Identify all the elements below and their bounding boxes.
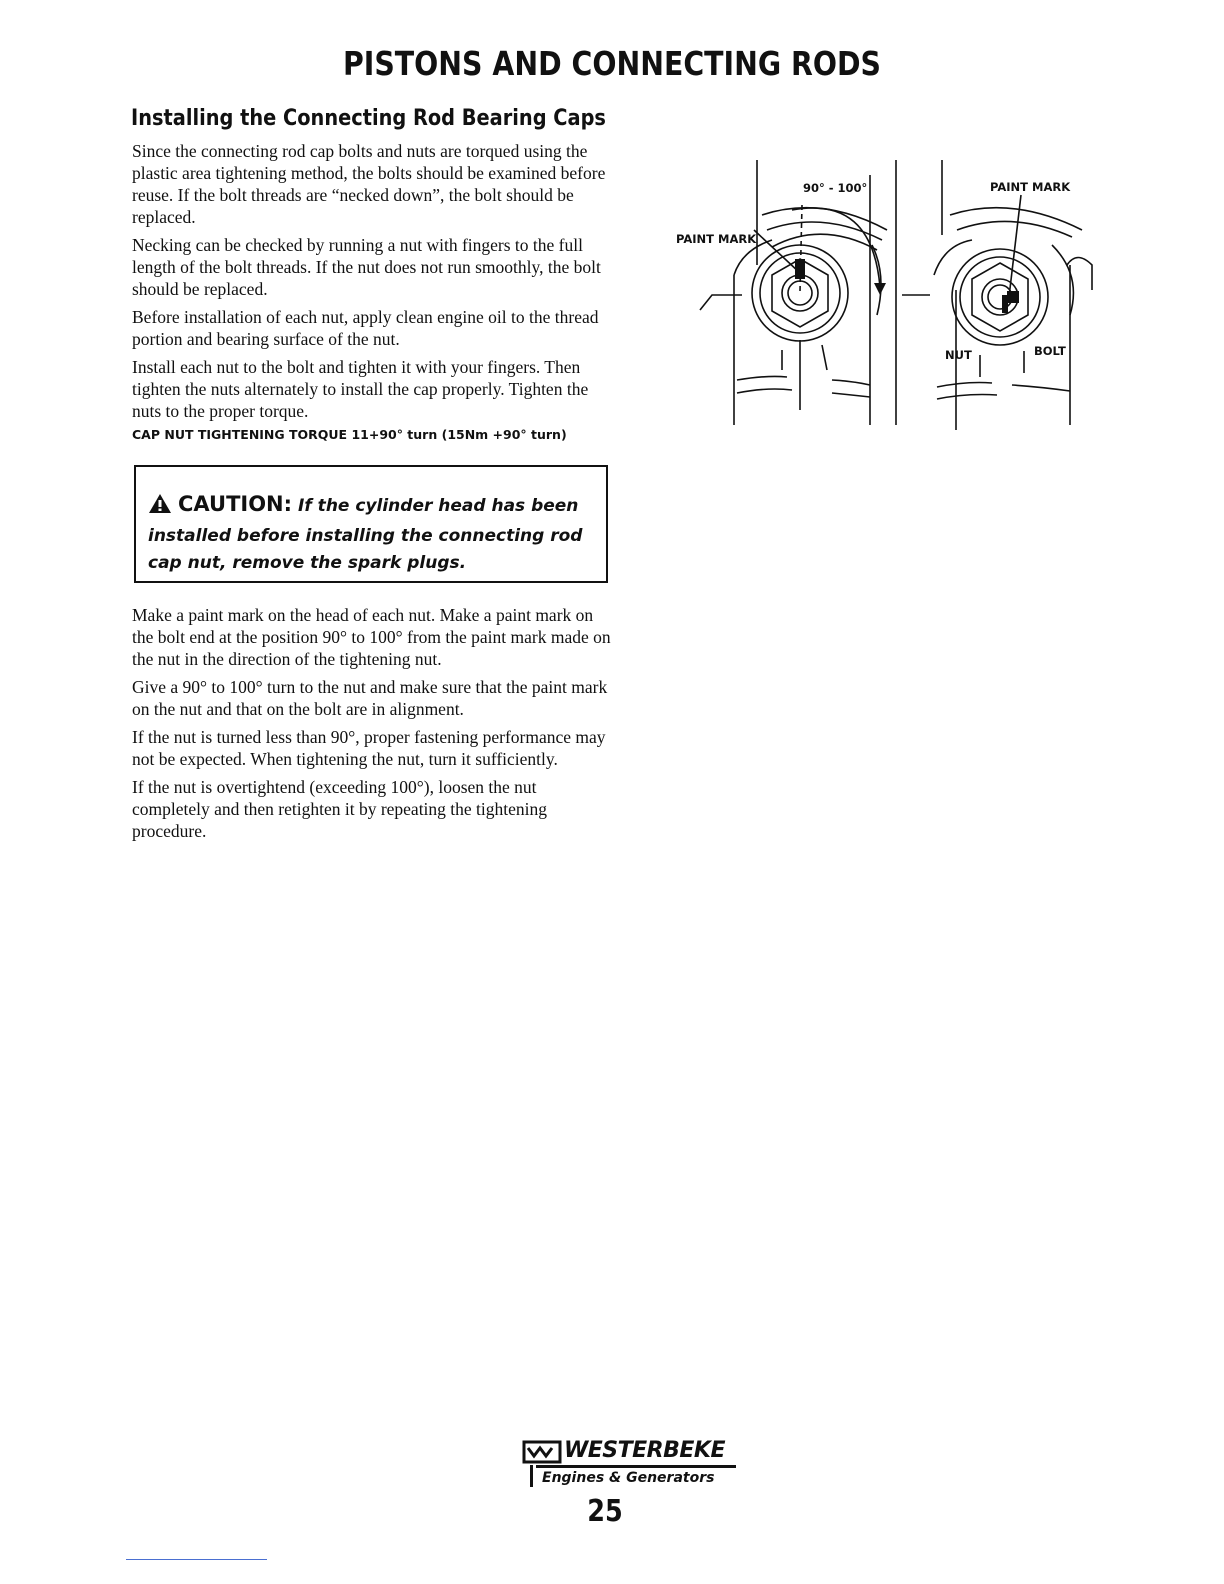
westerbeke-logo: [526, 1438, 746, 1498]
paragraph: Before installation of each nut, apply clean engine oil to the thread portion and bearing surface of the nut.: [132, 307, 599, 349]
tagline: Engines & Generators: [542, 1470, 715, 1486]
westerbeke-logo-icon: [520, 1438, 564, 1466]
paragraph: Necking can be checked by running a nut with fingers to the full length of the bolt threads. If the nut does not run smoothly, the bolt should be replaced.: [132, 235, 601, 299]
logo-rule: [536, 1465, 736, 1468]
angle-label: 90° - 100°: [803, 181, 868, 195]
torque-spec: CAP NUT TIGHTENING TORQUE 11+90° turn (15Nm +90° turn): [132, 427, 567, 442]
section-heading: Installing the Connecting Rod Bearing Caps: [131, 106, 606, 131]
paragraph: If the nut is overtightend (exceeding 100°), loosen the nut completely and then retighten it by repeating the tightening procedure.: [132, 777, 548, 841]
diagram-illustration: [672, 155, 1102, 435]
paragraph: Install each nut to the bolt and tighten it with your fingers. Then tighten the nuts alternately to install the cap properly. Tighten the nuts to the proper torque.: [132, 357, 589, 421]
instructions-top: [132, 140, 612, 446]
paragraph: If the nut is turned less than 90°, proper fastening performance may not be expected. When tightening the nut, turn it sufficiently.: [132, 727, 606, 769]
paragraph: Give a 90° to 100° turn to the nut and make sure that the paint mark on the nut and that on the bolt are in alignment.: [132, 677, 608, 719]
nut-tightening-diagram: [672, 155, 1102, 435]
nut-label: NUT: [945, 348, 972, 362]
brand-name: WESTERBEKE: [564, 1438, 725, 1463]
paint-mark-label-left: PAINT MARK: [676, 232, 757, 246]
caution-label: CAUTION:: [178, 492, 293, 516]
footer-rule: [126, 1559, 267, 1560]
instructions-bottom: [132, 604, 612, 848]
warning-triangle-icon: [148, 493, 172, 523]
paint-mark-label-right: PAINT MARK: [990, 180, 1071, 194]
logo-stem: [530, 1465, 533, 1487]
caution-box: [134, 465, 608, 583]
paragraph: Make a paint mark on the head of each nut. Make a paint mark on the bolt end at the position 90° to 100° from the paint mark made on the nut in the direction of the tightening nut.: [132, 605, 611, 669]
bolt-label: BOLT: [1034, 344, 1066, 358]
caution-message: If the cylinder head has been installed before installing the connecting rod cap nut, remove the spark plugs.: [148, 496, 583, 573]
page-title: PISTONS AND CONNECTING RODS: [342, 44, 882, 83]
page-number: 25: [587, 1494, 623, 1529]
paragraph: Since the connecting rod cap bolts and nuts are torqued using the plastic area tightening method, the bolts should be examined before reuse. If the bolt threads are “necked down”, the bolt should be replaced.: [132, 141, 606, 227]
caution-text-block: [148, 491, 603, 577]
